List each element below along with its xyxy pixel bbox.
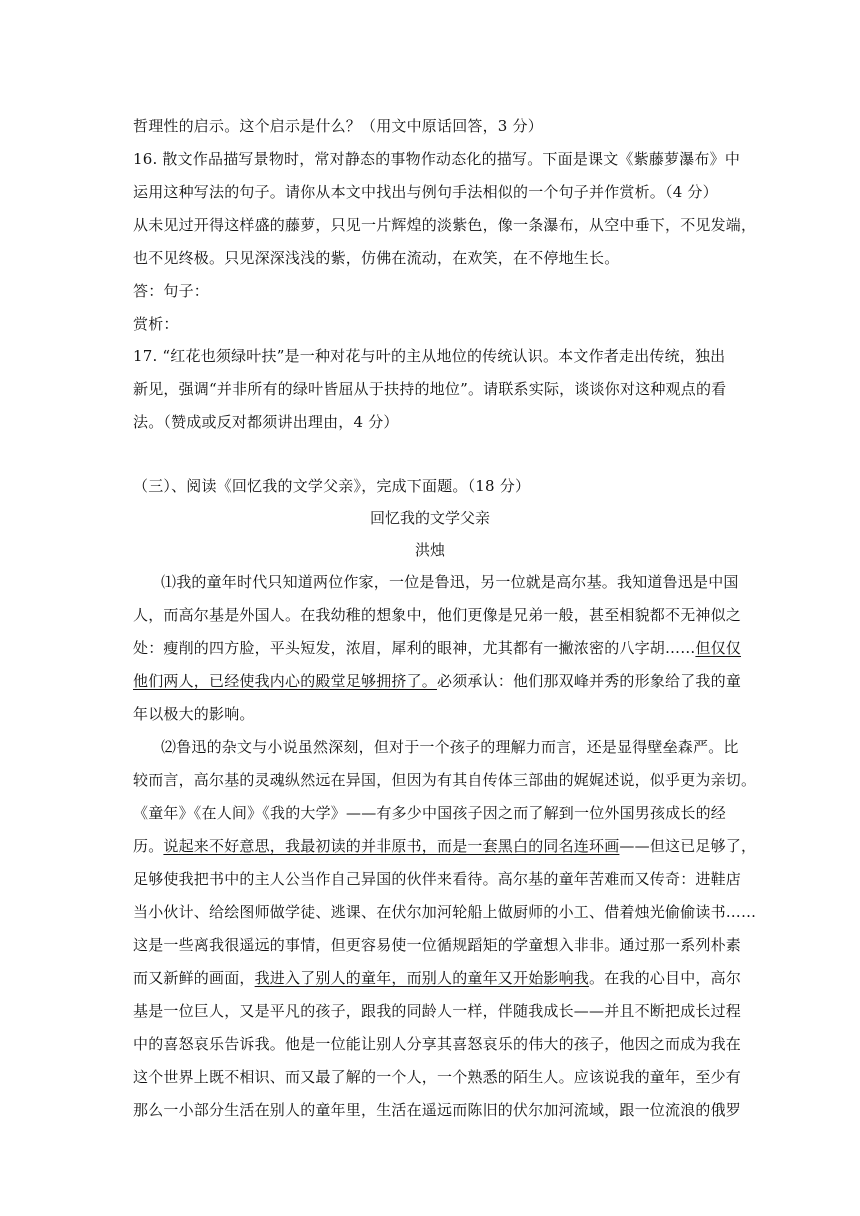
- underlined-sentence-2: 说起来不好意思，我最初读的并非原书，而是一套黑白的同名连环画: [163, 837, 620, 855]
- question-16-example-line-2: 也不见终极。只见深深浅浅的紫，仿佛在流动，在欢笑，在不停地生长。: [133, 249, 620, 267]
- section-3-heading: （三）、阅读《回忆我的文学父亲》，完成下面题。（18 分）: [133, 477, 531, 495]
- paragraph-1-line-2: 人，而高尔基是外国人。在我幼稚的想象中，他们更像是兄弟一般，甚至相貌都不无神似之: [133, 606, 742, 624]
- paragraph-2-line-8-text-a: 而又新鲜的画面，: [133, 969, 255, 987]
- paragraph-2-line-5: 足够使我把书中的主人公当作自己异国的伙伴来看待。高尔基的童年苦难而又传奇：进鞋店: [133, 870, 742, 888]
- paragraph-2-line-11: 这个世界上既不相识、而又最了解的一个人，一个熟悉的陌生人。应该说我的童年，至少有: [133, 1068, 742, 1086]
- question-16-line-1: 16. 散文作品描写景物时，常对静态的事物作动态化的描写。下面是课文《紫藤萝瀑布》中: [133, 150, 741, 168]
- paragraph-2-line-10: 中的喜怒哀乐告诉我。他是一位能让别人分享其喜怒哀乐的伟大的孩子，他因之而成为我在: [133, 1035, 742, 1053]
- paragraph-1-line-4-text: 必须承认：他们那双峰并秀的形象给了我的童: [437, 672, 742, 690]
- paragraph-2-line-12: 那么一小部分生活在别人的童年里，生活在遥远而陈旧的伏尔加河流域，跟一位流浪的俄罗: [133, 1101, 742, 1119]
- paragraph-2-line-2: 较而言，高尔基的灵魂纵然远在异国，但因为有其自传体三部曲的娓娓述说，似乎更为亲切。: [133, 771, 757, 789]
- question-17-line-1: 17. “红花也须绿叶扶”是一种对花与叶的主从地位的传统认识。本文作者走出传统，独出: [133, 347, 726, 365]
- paragraph-1-line-5: 年以极大的影响。: [133, 705, 255, 723]
- paragraph-2-line-6: 当小伙计、给绘图师做学徒、逃课、在伏尔加河轮船上做厨师的小工、借着烛光偷偷读书……: [133, 903, 757, 921]
- question-15-tail: 哲理性的启示。这个启示是什么？（用文中原话回答，3 分）: [133, 117, 543, 135]
- paragraph-2-line-1: ⑵鲁迅的杂文与小说虽然深刻，但对于一个孩子的理解力而言，还是显得壁垒森严。比: [161, 738, 739, 756]
- paragraph-2-line-7: 这是一些离我很遥远的事情，但更容易使一位循规蹈矩的学童想入非非。通过那一系列朴素: [133, 936, 742, 954]
- paragraph-2-line-9: 基是一位巨人，又是平凡的孩子，跟我的同龄人一样，伴随我成长——并且不断把成长过程: [133, 1002, 742, 1020]
- paragraph-1-line-3-text: 处：瘦削的四方脸，平头短发，浓眉，犀利的眼神，尤其都有一撇浓密的八字胡……: [133, 639, 696, 657]
- answer-sentence-label: 答：句子：: [133, 282, 210, 300]
- question-17-line-2: 新见，强调“并非所有的绿叶皆屈从于扶持的地位”。请联系实际，谈谈你对这种观点的看: [133, 380, 727, 398]
- paragraph-2-line-4-text-b: ——但这已足够了，: [619, 837, 757, 855]
- question-16-line-2: 运用这种写法的句子。请你从本文中找出与例句手法相似的一个句子并作赏析。（4 分）: [133, 183, 718, 201]
- paragraph-1-line-4: [133, 671, 741, 691]
- article-author: 洪烛: [414, 541, 445, 559]
- paragraph-2-line-8-text-b: 。在我的心目中，高尔: [589, 969, 742, 987]
- paragraph-1-line-3: [133, 638, 741, 658]
- paragraph-2-line-4: [133, 836, 756, 856]
- paragraph-1-line-1: ⑴我的童年时代只知道两位作家，一位是鲁迅，另一位就是高尔基。我知道鲁迅是中国: [161, 573, 739, 591]
- appreciation-label: 赏析：: [133, 315, 179, 333]
- question-17-line-3: 法。（赞成或反对都须讲出理由，4 分）: [133, 413, 399, 431]
- underlined-sentence-1a: 但仅仅: [695, 639, 742, 657]
- paragraph-2-line-4-text-a: 历。: [133, 837, 164, 855]
- question-16-example-line-1: 从未见过开得这样盛的藤萝，只见一片辉煌的淡紫色，像一条瀑布，从空中垂下，不见发端，: [133, 216, 757, 234]
- paragraph-2-line-3: 《童年》《在人间》《我的大学》——有多少中国孩子因之而了解到一位外国男孩成长的经: [133, 804, 727, 822]
- underlined-sentence-3: 我进入了别人的童年，而别人的童年又开始影响我: [254, 969, 590, 987]
- paragraph-2-line-8: [133, 968, 741, 988]
- article-title: 回忆我的文学父亲: [369, 509, 490, 527]
- underlined-sentence-1b: 他们两人，已经使我内心的殿堂足够拥挤了。: [133, 672, 438, 690]
